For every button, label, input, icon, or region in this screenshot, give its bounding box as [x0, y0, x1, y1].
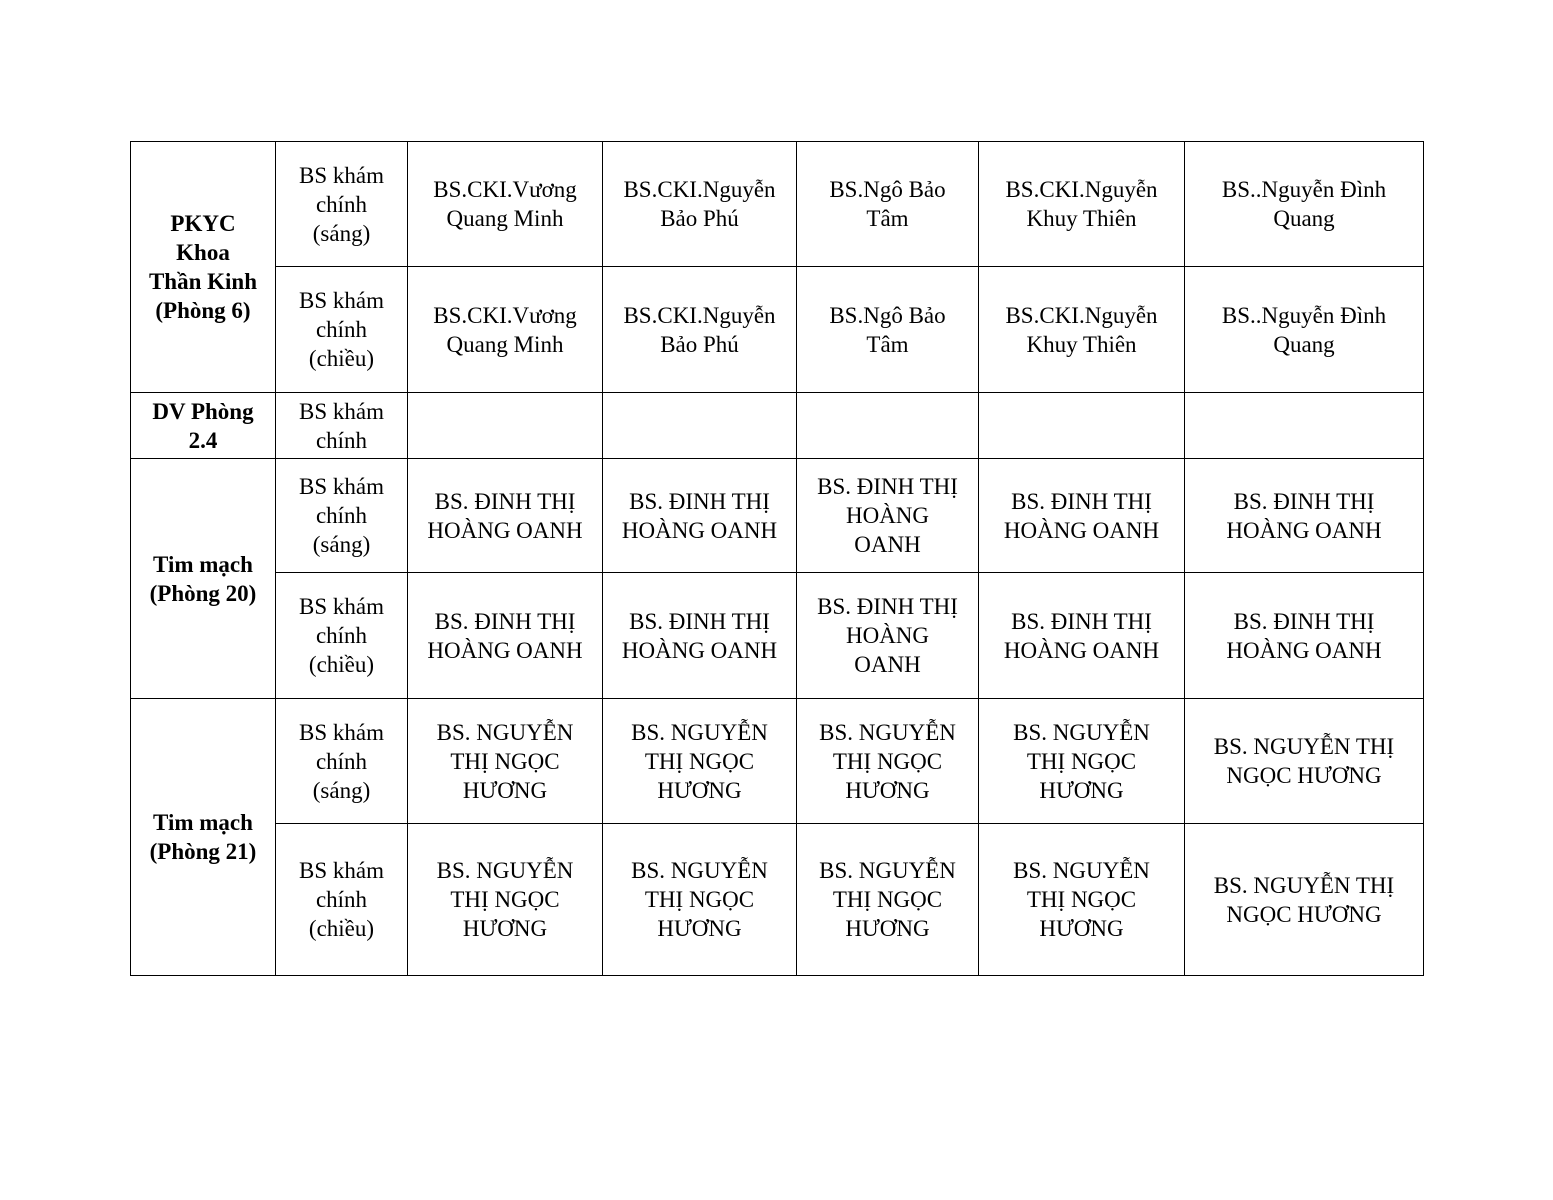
doctor-cell: BS. NGUYỄN THỊ NGỌC HƯƠNG: [1185, 824, 1424, 976]
role-cell: BS khám chính (chiều): [276, 824, 408, 976]
doctor-cell: [408, 393, 603, 459]
table-row: [131, 393, 1424, 459]
doctor-cell: [797, 393, 979, 459]
role-cell: BS khám chính: [276, 393, 408, 459]
doctor-cell: BS. ĐINH THỊ HOÀNG OANH: [603, 573, 797, 699]
doctor-cell: BS. NGUYỄN THỊ NGỌC HƯƠNG: [408, 824, 603, 976]
doctor-cell: BS.CKI.Nguyễn Bảo Phú: [603, 142, 797, 267]
role-cell: BS khám chính (chiều): [276, 573, 408, 699]
role-cell: BS khám chính (chiều): [276, 267, 408, 393]
role-cell: BS khám chính (sáng): [276, 142, 408, 267]
doctor-schedule-table: [130, 141, 1424, 976]
role-cell: BS khám chính (sáng): [276, 699, 408, 824]
doctor-cell: BS. ĐINH THỊ HOÀNG OANH: [797, 459, 979, 573]
doctor-cell: BS. ĐINH THỊ HOÀNG OANH: [408, 459, 603, 573]
doctor-cell: BS. ĐINH THỊ HOÀNG OANH: [408, 573, 603, 699]
doctor-cell: BS.CKI.Vương Quang Minh: [408, 267, 603, 393]
doctor-cell: BS.CKI.Nguyễn Bảo Phú: [603, 267, 797, 393]
doctor-cell: BS. ĐINH THỊ HOÀNG OANH: [797, 573, 979, 699]
table-row: [131, 267, 1424, 393]
doctor-cell: BS. NGUYỄN THỊ NGỌC HƯƠNG: [979, 824, 1185, 976]
doctor-cell: [603, 393, 797, 459]
doctor-cell: BS.CKI.Vương Quang Minh: [408, 142, 603, 267]
department-cell: Tim mạch (Phòng 21): [131, 699, 276, 976]
table-row: [131, 142, 1424, 267]
doctor-cell: BS. ĐINH THỊ HOÀNG OANH: [1185, 459, 1424, 573]
table-row: [131, 699, 1424, 824]
department-cell: PKYC Khoa Thần Kinh (Phòng 6): [131, 142, 276, 393]
doctor-cell: BS. NGUYỄN THỊ NGỌC HƯƠNG: [603, 699, 797, 824]
doctor-cell: BS. ĐINH THỊ HOÀNG OANH: [1185, 573, 1424, 699]
doctor-cell: BS..Nguyễn Đình Quang: [1185, 267, 1424, 393]
doctor-cell: BS. ĐINH THỊ HOÀNG OANH: [603, 459, 797, 573]
table-row: [131, 573, 1424, 699]
doctor-cell: [979, 393, 1185, 459]
doctor-cell: BS. NGUYỄN THỊ NGỌC HƯƠNG: [797, 699, 979, 824]
role-cell: BS khám chính (sáng): [276, 459, 408, 573]
department-cell: Tim mạch (Phòng 20): [131, 459, 276, 699]
doctor-cell: BS. NGUYỄN THỊ NGỌC HƯƠNG: [603, 824, 797, 976]
doctor-cell: BS. ĐINH THỊ HOÀNG OANH: [979, 459, 1185, 573]
table-row: [131, 459, 1424, 573]
doctor-cell: BS.CKI.Nguyễn Khuy Thiên: [979, 267, 1185, 393]
doctor-cell: BS..Nguyễn Đình Quang: [1185, 142, 1424, 267]
doctor-cell: BS. NGUYỄN THỊ NGỌC HƯƠNG: [979, 699, 1185, 824]
doctor-cell: BS. ĐINH THỊ HOÀNG OANH: [979, 573, 1185, 699]
doctor-cell: BS.Ngô Bảo Tâm: [797, 142, 979, 267]
doctor-cell: BS.CKI.Nguyễn Khuy Thiên: [979, 142, 1185, 267]
department-cell: DV Phòng 2.4: [131, 393, 276, 459]
doctor-cell: BS. NGUYỄN THỊ NGỌC HƯƠNG: [797, 824, 979, 976]
doctor-cell: [1185, 393, 1424, 459]
doctor-cell: BS. NGUYỄN THỊ NGỌC HƯƠNG: [408, 699, 603, 824]
doctor-cell: BS.Ngô Bảo Tâm: [797, 267, 979, 393]
doctor-cell: BS. NGUYỄN THỊ NGỌC HƯƠNG: [1185, 699, 1424, 824]
table-row: [131, 824, 1424, 976]
